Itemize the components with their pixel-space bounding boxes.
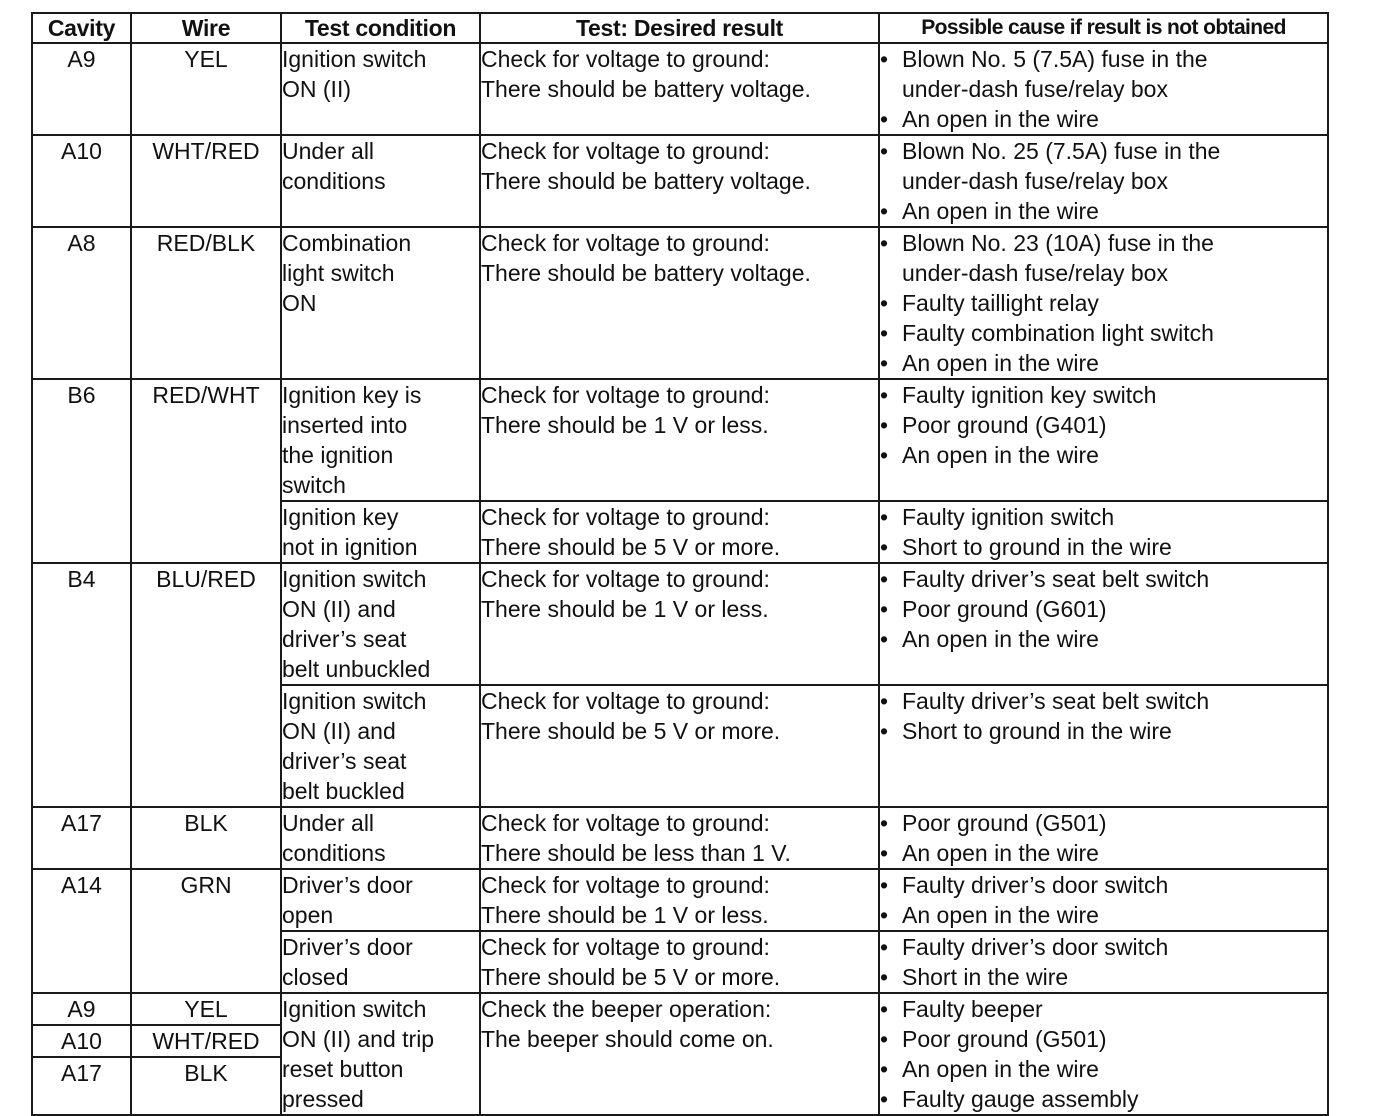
test-condition-line: switch [282,472,346,498]
possible-cause-cell [879,135,1328,227]
wire-color: WHT/RED [132,1024,280,1056]
test-condition-cell [281,135,480,227]
desired-result-line: Check for voltage to ground: [481,688,770,714]
cavity-cell [32,563,131,807]
test-condition-cell [281,379,480,501]
test-condition-cell [281,501,480,563]
test-condition-line: light switch [282,260,395,286]
wire-color: GRN [180,872,232,898]
cavity-value: B4 [67,566,96,592]
desired-result-line: There should be 1 V or less. [481,412,769,438]
wire-cell [131,563,281,807]
desired-result-line: Check for voltage to ground: [481,504,770,530]
possible-cause-item: • Faulty taillight relay [880,288,1327,318]
desired-result-line: There should be battery voltage. [481,168,811,194]
possible-cause-item: • Faulty ignition key switch [880,380,1327,410]
header-possible-cause: Possible cause if result is not obtained [879,13,1328,43]
test-condition-line: Ignition switch [282,566,427,592]
test-condition-line: open [282,902,334,928]
wire-color: YEL [184,46,228,72]
test-condition-line: Under all [282,138,375,164]
wire-cell [131,993,281,1115]
desired-result-cell [480,379,879,501]
possible-cause-continuation: under-dash fuse/relay box [902,76,1168,102]
test-condition-line: Combination [282,230,412,256]
wire-color: BLU/RED [156,566,256,592]
possible-cause-item: • Faulty driver’s door switch [880,932,1327,962]
possible-cause-cell [879,563,1328,685]
wire-color: RED/BLK [156,230,256,256]
header-row [32,13,1328,43]
test-condition-line: driver’s seat [282,626,407,652]
possible-cause-item: • An open in the wire [880,440,1327,470]
possible-cause-item: • Faulty combination light switch [880,318,1327,348]
wire-cell [131,807,281,869]
possible-cause-item: • Faulty driver’s seat belt switch [880,686,1327,716]
test-condition-cell [281,993,480,1115]
possible-cause-continuation: under-dash fuse/relay box [902,260,1168,286]
possible-cause-item: • Poor ground (G501) [880,1024,1327,1054]
desired-result-cell [480,869,879,931]
test-condition-line: the ignition [282,442,394,468]
header-desired-result: Test: Desired result [480,13,879,43]
cavity-cell [32,227,131,379]
test-condition-cell [281,685,480,807]
possible-cause-item: • An open in the wire [880,838,1327,868]
wire-cell [131,135,281,227]
desired-result-line: Check the beeper operation: [481,996,772,1022]
test-condition-line: ON (II) and [282,718,396,744]
test-condition-line: closed [282,964,349,990]
table-row [32,869,1328,931]
cavity-cell [32,993,131,1115]
desired-result-line: Check for voltage to ground: [481,566,770,592]
desired-result-line: There should be 1 V or less. [481,596,769,622]
desired-result-cell [480,135,879,227]
desired-result-cell [480,807,879,869]
possible-cause-item: • Blown No. 23 (10A) fuse in the [880,228,1327,258]
desired-result-line: Check for voltage to ground: [481,934,770,960]
table-row [32,379,1328,501]
possible-cause-item: • Blown No. 25 (7.5A) fuse in the [880,136,1327,166]
wire-color: BLK [184,810,228,836]
desired-result-line: There should be battery voltage. [481,76,811,102]
possible-cause-cell [879,685,1328,807]
desired-result-line: Check for voltage to ground: [481,230,770,256]
possible-cause-cell [879,993,1328,1115]
wire-cell [131,379,281,563]
cavity-value: A8 [67,230,96,256]
possible-cause-item: • Short to ground in the wire [880,532,1327,562]
test-condition-line: not in ignition [282,534,418,560]
table-body [32,43,1328,1115]
wire-color: BLK [132,1056,280,1088]
possible-cause-cell [879,501,1328,563]
cavity-value: A17 [61,810,102,836]
test-condition-cell [281,869,480,931]
table-row [32,135,1328,227]
desired-result-line: Check for voltage to ground: [481,810,770,836]
desired-result-cell [480,563,879,685]
desired-result-cell [480,43,879,135]
wire-cell [131,869,281,993]
cavity-value: A10 [33,1024,130,1056]
cavity-cell [32,379,131,563]
cavity-cell [32,869,131,993]
test-condition-cell [281,43,480,135]
test-condition-line: Ignition switch [282,996,427,1022]
wire-cell [131,227,281,379]
possible-cause-cell [879,807,1328,869]
cavity-value: B6 [67,382,96,408]
wire-color: YEL [184,996,228,1022]
cavity-value: A14 [61,872,102,898]
diagnostic-table [31,12,1329,1116]
possible-cause-continuation: under-dash fuse/relay box [902,168,1168,194]
desired-result-line: There should be 1 V or less. [481,902,769,928]
header-test-condition: Test condition [281,13,480,43]
possible-cause-cell [879,227,1328,379]
test-condition-cell [281,931,480,993]
test-condition-line: conditions [282,840,386,866]
possible-cause-item: • Short in the wire [880,962,1327,992]
possible-cause-item: • An open in the wire [880,1054,1327,1084]
possible-cause-item: • Poor ground (G401) [880,410,1327,440]
test-condition-line: Driver’s door [282,934,413,960]
cavity-value: A17 [33,1056,130,1088]
desired-result-line: The beeper should come on. [481,1026,774,1052]
desired-result-line: Check for voltage to ground: [481,138,770,164]
test-condition-cell [281,807,480,869]
possible-cause-item: • An open in the wire [880,104,1327,134]
test-condition-cell [281,563,480,685]
test-condition-line: driver’s seat [282,748,407,774]
wire-color: WHT/RED [152,138,260,164]
possible-cause-item: • Faulty driver’s door switch [880,870,1327,900]
test-condition-line: ON (II) and trip [282,1026,435,1052]
test-condition-line: belt unbuckled [282,656,431,682]
test-condition-line: conditions [282,168,386,194]
test-condition-line: inserted into [282,412,408,438]
table-row [32,43,1328,135]
desired-result-line: There should be 5 V or more. [481,534,781,560]
possible-cause-item: • An open in the wire [880,348,1327,378]
table-row [32,993,1328,1115]
possible-cause-item: • Faulty driver’s seat belt switch [880,564,1327,594]
test-condition-line: Under all [282,810,375,836]
test-condition-line: ON [282,290,317,316]
table-row [32,563,1328,685]
possible-cause-cell [879,869,1328,931]
possible-cause-item: • Short to ground in the wire [880,716,1327,746]
cavity-value: A9 [67,996,96,1022]
possible-cause-cell [879,931,1328,993]
desired-result-line: Check for voltage to ground: [481,46,770,72]
test-condition-line: ON (II) [282,76,351,102]
header-wire: Wire [131,13,281,43]
desired-result-line: There should be battery voltage. [481,260,811,286]
desired-result-cell [480,931,879,993]
header-cavity: Cavity [32,13,131,43]
possible-cause-item: • An open in the wire [880,900,1327,930]
test-condition-line: Ignition switch [282,46,427,72]
desired-result-cell [480,993,879,1115]
possible-cause-item: • Poor ground (G601) [880,594,1327,624]
desired-result-line: Check for voltage to ground: [481,382,770,408]
possible-cause-item: • Blown No. 5 (7.5A) fuse in the [880,44,1327,74]
cavity-value: A9 [67,46,96,72]
desired-result-cell [480,685,879,807]
desired-result-line: There should be less than 1 V. [481,840,791,866]
desired-result-line: There should be 5 V or more. [481,964,781,990]
desired-result-line: Check for voltage to ground: [481,872,770,898]
possible-cause-item: • Faulty beeper [880,994,1327,1024]
possible-cause-item: • An open in the wire [880,196,1327,226]
table-row [32,227,1328,379]
test-condition-line: Ignition key [282,504,399,530]
test-condition-line: Driver’s door [282,872,413,898]
desired-result-cell [480,227,879,379]
test-condition-line: ON (II) and [282,596,396,622]
possible-cause-cell [879,43,1328,135]
cavity-value: A10 [61,138,102,164]
cavity-cell [32,135,131,227]
cavity-cell [32,807,131,869]
test-condition-line: pressed [282,1086,364,1112]
test-condition-line: belt buckled [282,778,405,804]
possible-cause-item: • Faulty gauge assembly [880,1084,1327,1114]
desired-result-cell [480,501,879,563]
possible-cause-item: • Faulty ignition switch [880,502,1327,532]
desired-result-line: There should be 5 V or more. [481,718,781,744]
test-condition-line: Ignition key is [282,382,422,408]
test-condition-line: reset button [282,1056,404,1082]
test-condition-line: Ignition switch [282,688,427,714]
possible-cause-cell [879,379,1328,501]
cavity-cell [32,43,131,135]
wire-color: RED/WHT [152,382,260,408]
test-condition-cell [281,227,480,379]
wire-cell [131,43,281,135]
table-row [32,807,1328,869]
possible-cause-item: • Poor ground (G501) [880,808,1327,838]
possible-cause-item: • An open in the wire [880,624,1327,654]
